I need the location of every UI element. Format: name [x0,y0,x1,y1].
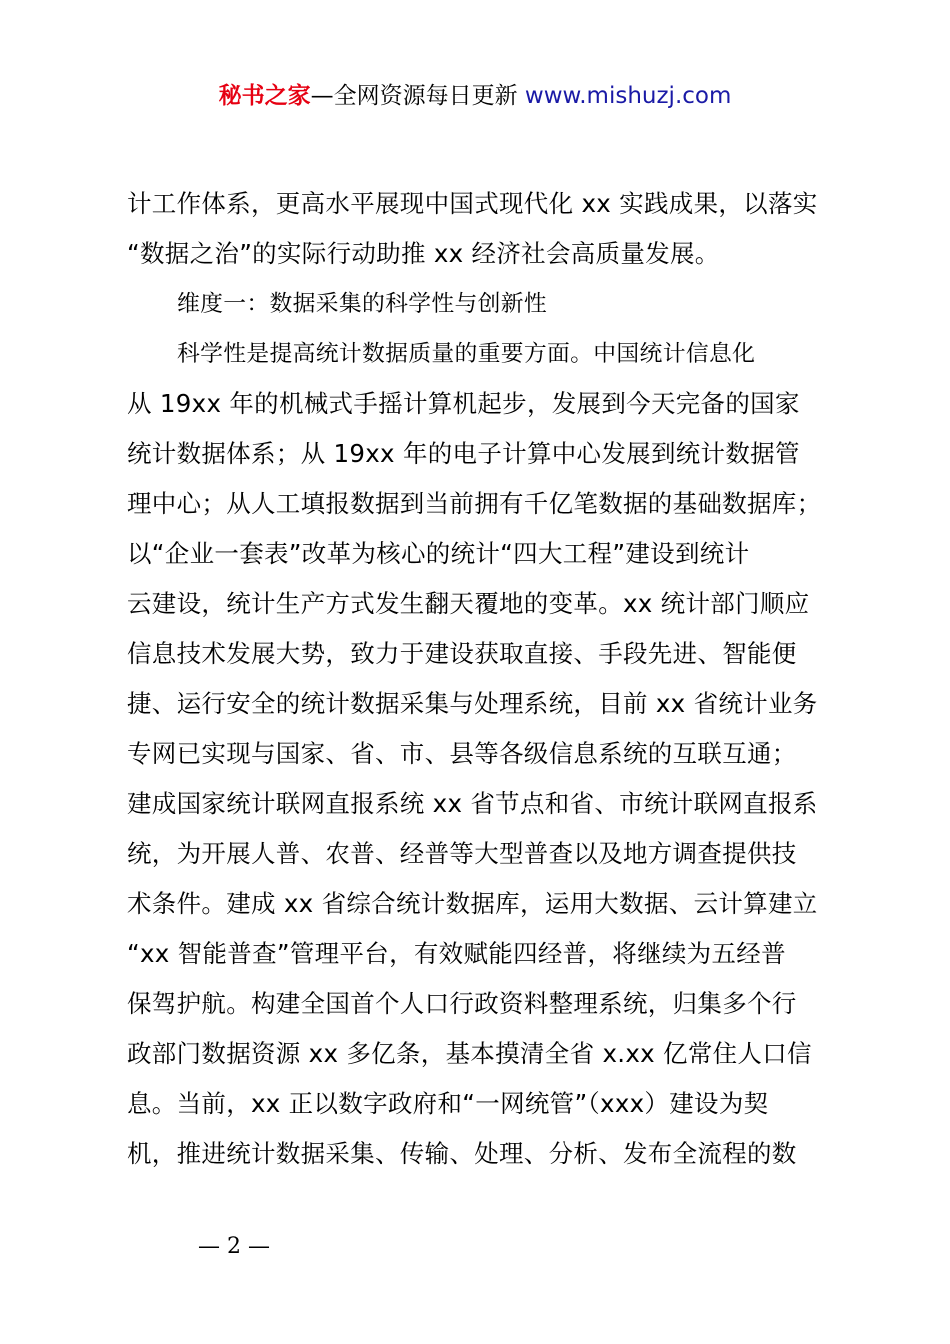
page-number: — 2 — [198,1234,270,1259]
body-line: 理中心；从人工填报数据到当前拥有千亿笔数据的基础数据库； [127,489,822,518]
section-heading: 维度一：数据采集的科学性与创新性 [177,291,548,317]
body-line: 捷、运行安全的统计数据采集与处理系统，目前 xx 省统计业务 [127,689,818,718]
body-line: 保驾护航。构建全国首个人口行政资料整理系统，归集多个行 [127,989,797,1018]
body-line: “数据之治”的实际行动助推 xx 经济社会高质量发展。 [127,239,720,268]
paragraph-first-line: 科学性是提高统计数据质量的重要方面。中国统计信息化 [177,341,756,367]
brand-name: 秘书之家 [218,83,311,109]
header-tagline: —全网资源每日更新 [310,83,525,109]
body-line: 信息技术发展大势，致力于建设获取直接、手段先进、智能便 [127,639,797,668]
body-line: 统，为开展人普、农普、经普等大型普查以及地方调查提供技 [127,839,797,868]
body-line: 统计数据体系；从 19xx 年的电子计算中心发展到统计数据管 [127,439,800,468]
body-line: 以“企业一套表”改革为核心的统计“四大工程”建设到统计 [127,539,750,568]
body-line: “xx 智能普查”管理平台，有效赋能四经普，将继续为五经普 [127,939,786,968]
site-header [0,80,950,112]
body-line: 息。当前，xx 正以数字政府和“一网统管”（xxx）建设为契 [127,1089,769,1118]
body-line: 机，推进统计数据采集、传输、处理、分析、发布全流程的数 [127,1139,797,1168]
body-line: 专网已实现与国家、省、市、县等各级信息系统的互联互通； [127,739,797,768]
body-line: 建成国家统计联网直报系统 xx 省节点和省、市统计联网直报系 [127,789,818,818]
body-line: 政部门数据资源 xx 多亿条，基本摸清全省 x.xx 亿常住人口信 [127,1039,812,1068]
body-line: 计工作体系，更高水平展现中国式现代化 xx 实践成果，以落实 [127,189,818,218]
body-line: 术条件。建成 xx 省综合统计数据库，运用大数据、云计算建立 [127,889,818,918]
body-line: 从 19xx 年的机械式手摇计算机起步，发展到今天完备的国家 [127,389,800,418]
site-url-link[interactable]: www.mishuzj.com [524,83,732,109]
body-line: 云建设，统计生产方式发生翻天覆地的变革。xx 统计部门顺应 [127,589,810,618]
